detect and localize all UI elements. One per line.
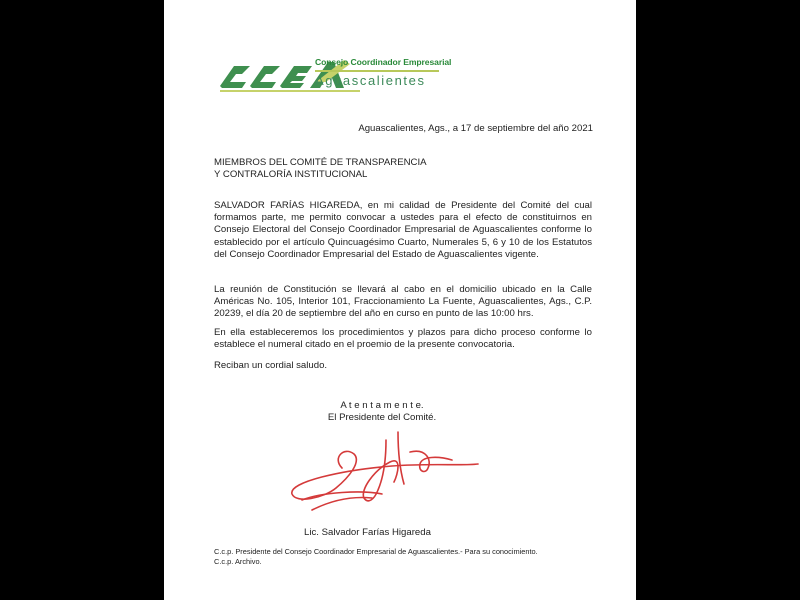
recipient-line-1: MIEMBROS DEL COMITÉ DE TRANSPARENCIA — [214, 157, 427, 168]
signer-name: Lic. Salvador Farías Higareda — [304, 527, 431, 538]
org-name: Consejo Coordinador Empresarial — [315, 57, 452, 67]
recipient — [214, 157, 594, 181]
cc-line-2: C.c.p. Archivo. — [214, 557, 262, 566]
greeting: Reciban un cordial saludo. — [214, 360, 328, 371]
body-paragraph-1: SALVADOR FARÍAS HIGAREDA, en mi calidad de Presidente del Comité del cual formamos parte, me permito convocar a ustedes para el efecto de constituirnos en Consejo Electoral del Consejo Coordinador Empresarial de Aguascalientes conforme lo establecido por el artículo Quincuagésimo Cuarto, Numerales 5, 6 y 10 de los Estatutos del Consejo Coordinador Empresarial del Estado de Aguascalientes vigente. — [214, 200, 592, 260]
document-page — [164, 0, 636, 600]
signature-icon — [282, 420, 497, 520]
body-paragraph-2: La reunión de Constitución se llevará al cabo en el domicilio ubicado en la Calle Américas No. 105, Interior 101, Fraccionamiento La Fuente, Aguascalientes, Ags., C.P. 20239, el día 20 de septiembre del año en curso en punto de las 10:00 hrs. — [214, 284, 592, 320]
carbon-copy — [214, 547, 538, 567]
closing-line-2: El Presidente del Comité. — [327, 412, 437, 424]
logo-divider — [315, 70, 439, 72]
closing-line-1: A t e n t a m e n t e. — [340, 400, 424, 411]
place-date: Aguascalientes, Ags., a 17 de septiembre del año 2021 — [358, 123, 593, 134]
recipient-line-2: Y CONTRALORÍA INSTITUCIONAL — [214, 169, 368, 181]
org-location: Aguascalientes — [315, 73, 426, 88]
cc-line-1: C.c.p. Presidente del Consejo Coordinador Empresarial de Aguascalientes.- Para su conocimiento. — [214, 547, 538, 556]
body-paragraph-3: En ella estableceremos los procedimientos y plazos para dicho proceso conforme lo establece el numeral citado en el proemio de la presente convocatoria. — [214, 327, 592, 351]
